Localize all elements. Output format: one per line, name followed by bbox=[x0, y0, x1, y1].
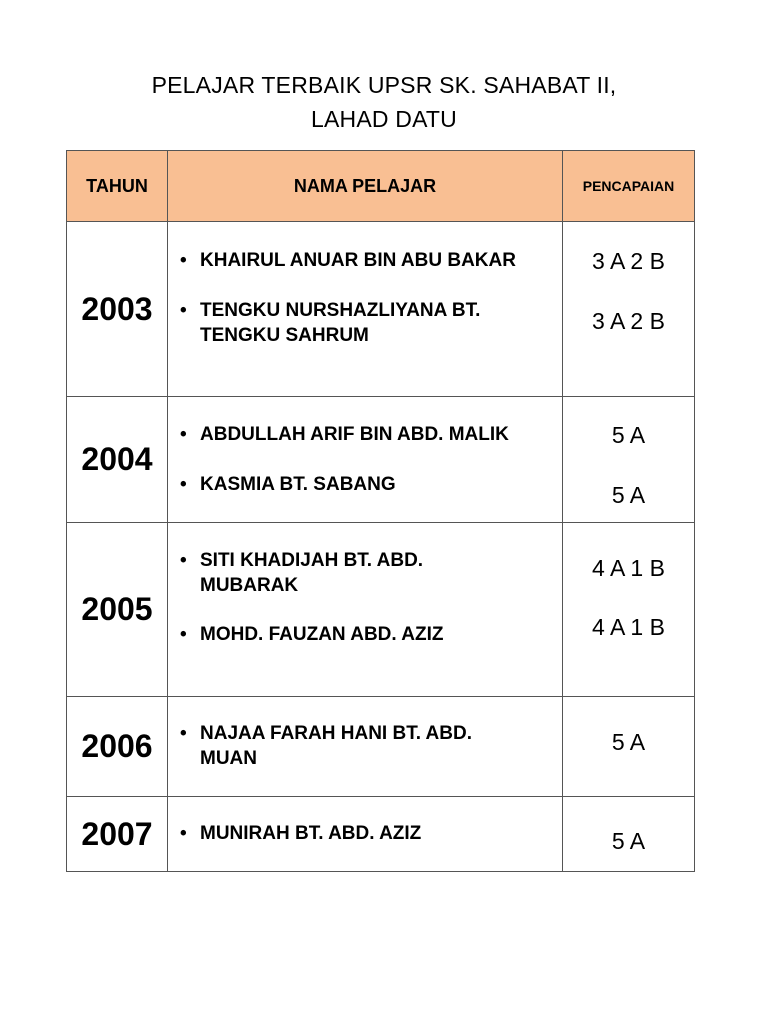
student-entry bbox=[180, 821, 556, 846]
page-title bbox=[0, 68, 768, 136]
year-cell: 2007 bbox=[67, 797, 168, 872]
score-value: 4 A 1 B bbox=[592, 614, 665, 640]
year-cell: 2005 bbox=[67, 523, 168, 697]
score-value: 5 A bbox=[611, 422, 646, 448]
year-cell: 2006 bbox=[67, 697, 168, 797]
scores-cell bbox=[563, 697, 695, 797]
table-row-2004 bbox=[67, 397, 695, 523]
scores-cell bbox=[563, 797, 695, 872]
student-name: KASMIA BT. SABANG bbox=[200, 474, 396, 495]
title-line-2: LAHAD DATU bbox=[311, 106, 457, 132]
table-row-2005 bbox=[67, 523, 695, 697]
student-name: TENGKU NURSHAZLIYANA BT. bbox=[200, 300, 481, 321]
scores-cell bbox=[563, 222, 695, 397]
student-name: ABDULLAH ARIF BIN ABD. MALIK bbox=[200, 424, 509, 445]
table-row-2003 bbox=[67, 222, 695, 397]
score-value: 3 A 2 B bbox=[592, 248, 665, 274]
bullet-icon: • bbox=[180, 474, 187, 495]
scores-cell bbox=[563, 523, 695, 697]
student-name: SITI KHADIJAH BT. ABD. bbox=[200, 550, 424, 571]
names-cell bbox=[168, 797, 563, 872]
bullet-icon: • bbox=[180, 550, 187, 571]
bullet-icon: • bbox=[180, 424, 187, 445]
names-cell bbox=[168, 397, 563, 523]
student-entry bbox=[180, 548, 556, 598]
student-entry bbox=[180, 472, 556, 497]
bullet-icon: • bbox=[180, 723, 187, 744]
names-cell bbox=[168, 523, 563, 697]
student-name: MOHD. FAUZAN ABD. AZIZ bbox=[200, 624, 444, 645]
results-table bbox=[66, 150, 695, 872]
bullet-icon: • bbox=[180, 823, 187, 844]
header-tahun: TAHUN bbox=[67, 151, 168, 222]
bullet-icon: • bbox=[180, 624, 187, 645]
student-entry bbox=[180, 248, 556, 273]
student-entry bbox=[180, 622, 556, 647]
student-name: MUNIRAH BT. ABD. AZIZ bbox=[200, 823, 422, 844]
score-value: 5 A bbox=[611, 828, 646, 854]
bullet-icon: • bbox=[180, 250, 187, 271]
student-name-cont: MUBARAK bbox=[200, 575, 299, 596]
names-cell bbox=[168, 697, 563, 797]
student-name-cont: MUAN bbox=[200, 748, 257, 769]
header-nama-pelajar: NAMA PELAJAR bbox=[168, 151, 563, 222]
header-pencapaian: PENCAPAIAN bbox=[563, 151, 695, 222]
score-value: 4 A 1 B bbox=[592, 555, 665, 581]
student-entry bbox=[180, 721, 556, 771]
header-row bbox=[67, 151, 695, 222]
names-cell bbox=[168, 222, 563, 397]
year-cell: 2003 bbox=[67, 222, 168, 397]
title-line-1: PELAJAR TERBAIK UPSR SK. SAHABAT II, bbox=[151, 72, 617, 98]
student-name-cont: TENGKU SAHRUM bbox=[200, 325, 369, 346]
score-value: 5 A bbox=[611, 729, 646, 755]
bullet-icon: • bbox=[180, 300, 187, 321]
student-name: KHAIRUL ANUAR BIN ABU BAKAR bbox=[200, 250, 516, 271]
student-entry bbox=[180, 298, 556, 348]
student-name: NAJAA FARAH HANI BT. ABD. bbox=[200, 723, 472, 744]
score-value: 3 A 2 B bbox=[592, 308, 665, 334]
student-entry bbox=[180, 422, 556, 447]
year-cell: 2004 bbox=[67, 397, 168, 523]
score-value: 5 A bbox=[611, 482, 646, 508]
scores-cell bbox=[563, 397, 695, 523]
table-row-2006 bbox=[67, 697, 695, 797]
table-row-2007 bbox=[67, 797, 695, 872]
